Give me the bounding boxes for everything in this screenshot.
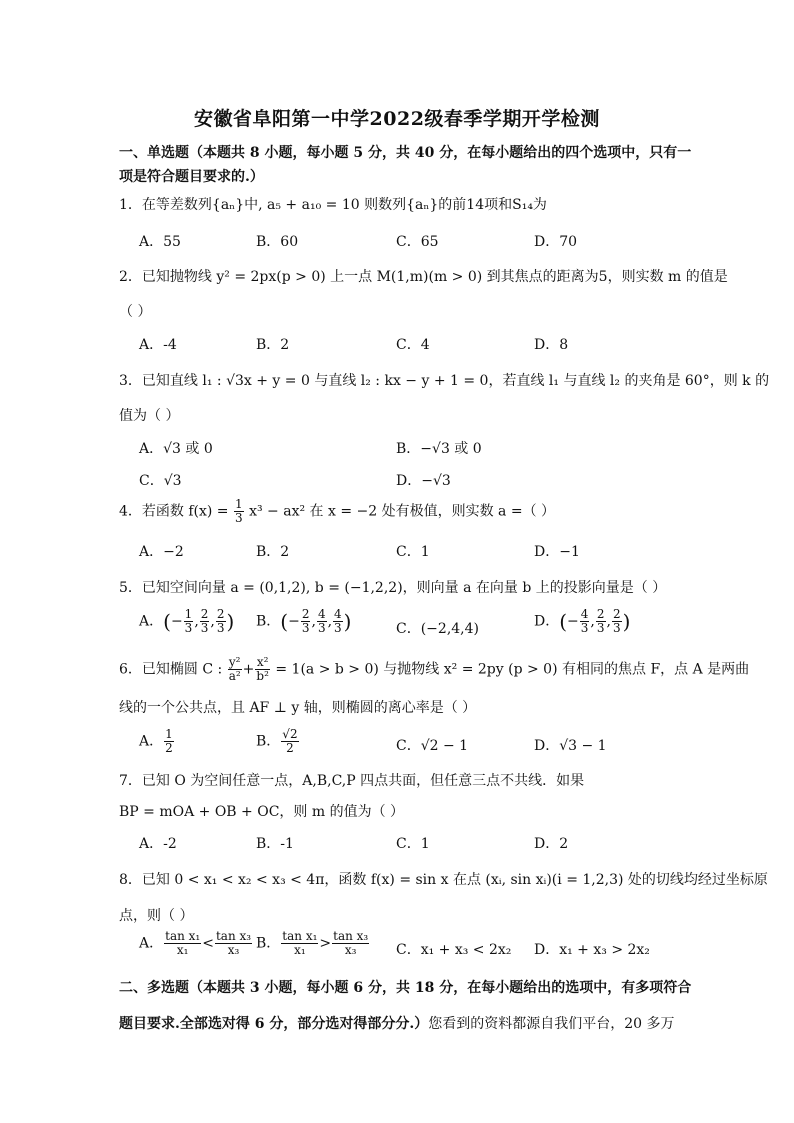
q7-option-d: D．2 bbox=[534, 836, 569, 852]
section2-heading-line1: 二、多选题（本题共 3 小题，每小题 6 分，共 18 分，在每小题给出的选项中，有多项符合 bbox=[119, 980, 692, 996]
q7-option-a: A．-2 bbox=[139, 836, 177, 852]
q6-option-a: A． $\frac{1}{2}$ bbox=[139, 727, 173, 755]
q4-option-d: D．−1 bbox=[534, 544, 580, 560]
q1-option-a: A．55 bbox=[139, 234, 181, 250]
q1-stem: 1．在等差数列{aₙ}中, a₅ + a₁₀ = 10 则数列{aₙ}的前14项和S₁₄为 bbox=[119, 197, 547, 213]
q3-option-b: B．−√3 或 0 bbox=[396, 441, 482, 457]
q8-stem-line2: 点，则（ ） bbox=[119, 908, 194, 924]
section1-heading-line2: 项是符合题目要求的.） bbox=[119, 169, 264, 185]
q2-option-b: B．2 bbox=[256, 337, 290, 353]
q6-option-c: C．√2 − 1 bbox=[396, 738, 469, 754]
q8-stem-line1: 8．已知 0 < x₁ < x₂ < x₃ < 4π，函数 f(x) = sin x 在点 (xᵢ, sin xᵢ)(i = 1,2,3) 处的切线均经过坐标原 bbox=[119, 872, 768, 888]
q5-option-b: B．(− $\frac{2}{3}$ , $\frac{4}{3}$ , $\frac{4}{3}$ ) bbox=[256, 607, 352, 635]
q7-option-c: C．1 bbox=[396, 836, 430, 852]
section1-heading-line1: 一、单选题（本题共 8 小题，每小题 5 分，共 40 分，在每小题给出的四个选项中，只有一 bbox=[119, 145, 692, 161]
q4-stem-b: x³ − ax² 在 x = −2 处有极值，则实数 a =（ ） bbox=[249, 503, 556, 520]
q2-option-d: D．8 bbox=[534, 337, 569, 353]
q4-stem-a: 4．若函数 f(x) = bbox=[119, 503, 229, 520]
q8-option-d: D．x₁ + x₃ > 2x₂ bbox=[534, 942, 650, 958]
q2-stem-line2: （ ） bbox=[119, 304, 152, 320]
q4-option-c: C．1 bbox=[396, 544, 430, 560]
q5-stem: 5．已知空间向量 a = (0,1,2), b = (−1,2,2)，则向量 a 在向量 b 上的投影向量是（ ） bbox=[119, 580, 667, 596]
q2-option-c: C．4 bbox=[396, 337, 430, 353]
q2-option-a: A．-4 bbox=[139, 337, 177, 353]
q6-option-d: D．√3 − 1 bbox=[534, 738, 607, 754]
q5-option-c: C．(−2,4,4) bbox=[396, 621, 479, 637]
q3-stem-line2: 值为（ ） bbox=[119, 408, 180, 424]
q7-stem-line2: BP = mOA + OB + OC，则 m 的值为（ ） bbox=[119, 804, 405, 820]
q6-stem-line1: 6．已知椭圆 C : $\frac{\text{y²}}{\text{a²}}$ + $\frac{\text{x²}}{\text{b²}}$ = 1(a > b > 0) 与抛物线 x² = 2py (p > 0) 有相同的焦点 F，点 A 是两曲 bbox=[119, 655, 750, 683]
q4-option-b: B．2 bbox=[256, 544, 290, 560]
q6-option-b: B． $\frac{√2}{2}$ bbox=[256, 727, 298, 755]
q3-option-d: D．−√3 bbox=[396, 473, 451, 489]
q5-option-a: A．(− $\frac{1}{3}$ , $\frac{2}{3}$ , $\frac{2}{3}$ ) bbox=[139, 607, 235, 635]
page-title: 安徽省阜阳第一中学2022级春季学期开学检测 bbox=[194, 108, 600, 130]
q1-option-b: B．60 bbox=[256, 234, 299, 250]
q3-stem-line1: 3．已知直线 l₁ : √3x + y = 0 与直线 l₂ : kx − y + 1 = 0，若直线 l₁ 与直线 l₂ 的夹角是 60°，则 k 的 bbox=[119, 373, 770, 389]
q8-option-a: A． $\frac{\text{tan x₁}}{\text{x₁}}$ < $\frac{\text{tan x₃}}{\text{x₃}}$ bbox=[139, 929, 252, 957]
q6-stem-line2: 线的一个公共点，且 AF ⊥ y 轴，则椭圆的离心率是（ ） bbox=[119, 700, 477, 716]
q5-option-d: D．(− $\frac{4}{3}$ , $\frac{2}{3}$ , $\frac{2}{3}$ ) bbox=[534, 607, 631, 635]
q7-option-b: B．-1 bbox=[256, 836, 294, 852]
q4-option-a: A．−2 bbox=[139, 544, 184, 560]
q1-option-c: C．65 bbox=[396, 234, 439, 250]
q4-stem bbox=[119, 498, 555, 525]
q3-option-a: A．√3 或 0 bbox=[139, 441, 213, 457]
q8-option-b: B． $\frac{\text{tan x₁}}{\text{x₁}}$ > $\frac{\text{tan x₃}}{\text{x₃}}$ bbox=[256, 929, 369, 957]
q7-stem-line1: 7．已知 O 为空间任意一点，A,B,C,P 四点共面，但任意三点不共线．如果 bbox=[119, 773, 585, 789]
q2-stem-line1: 2．已知抛物线 y² = 2px(p > 0) 上一点 M(1,m)(m > 0) 到其焦点的距离为5，则实数 m 的值是 bbox=[119, 269, 728, 285]
q8-option-c: C．x₁ + x₃ < 2x₂ bbox=[396, 942, 512, 958]
q4-fraction: $\frac{1}{3}$ bbox=[235, 497, 243, 525]
q3-option-c: C．√3 bbox=[139, 473, 182, 489]
section2-heading-line2: 题目要求.全部选对得 6 分，部分选对得部分分.）您看到的资料都源自我们平台，20 多万 bbox=[119, 1016, 675, 1032]
q1-option-d: D．70 bbox=[534, 234, 578, 250]
